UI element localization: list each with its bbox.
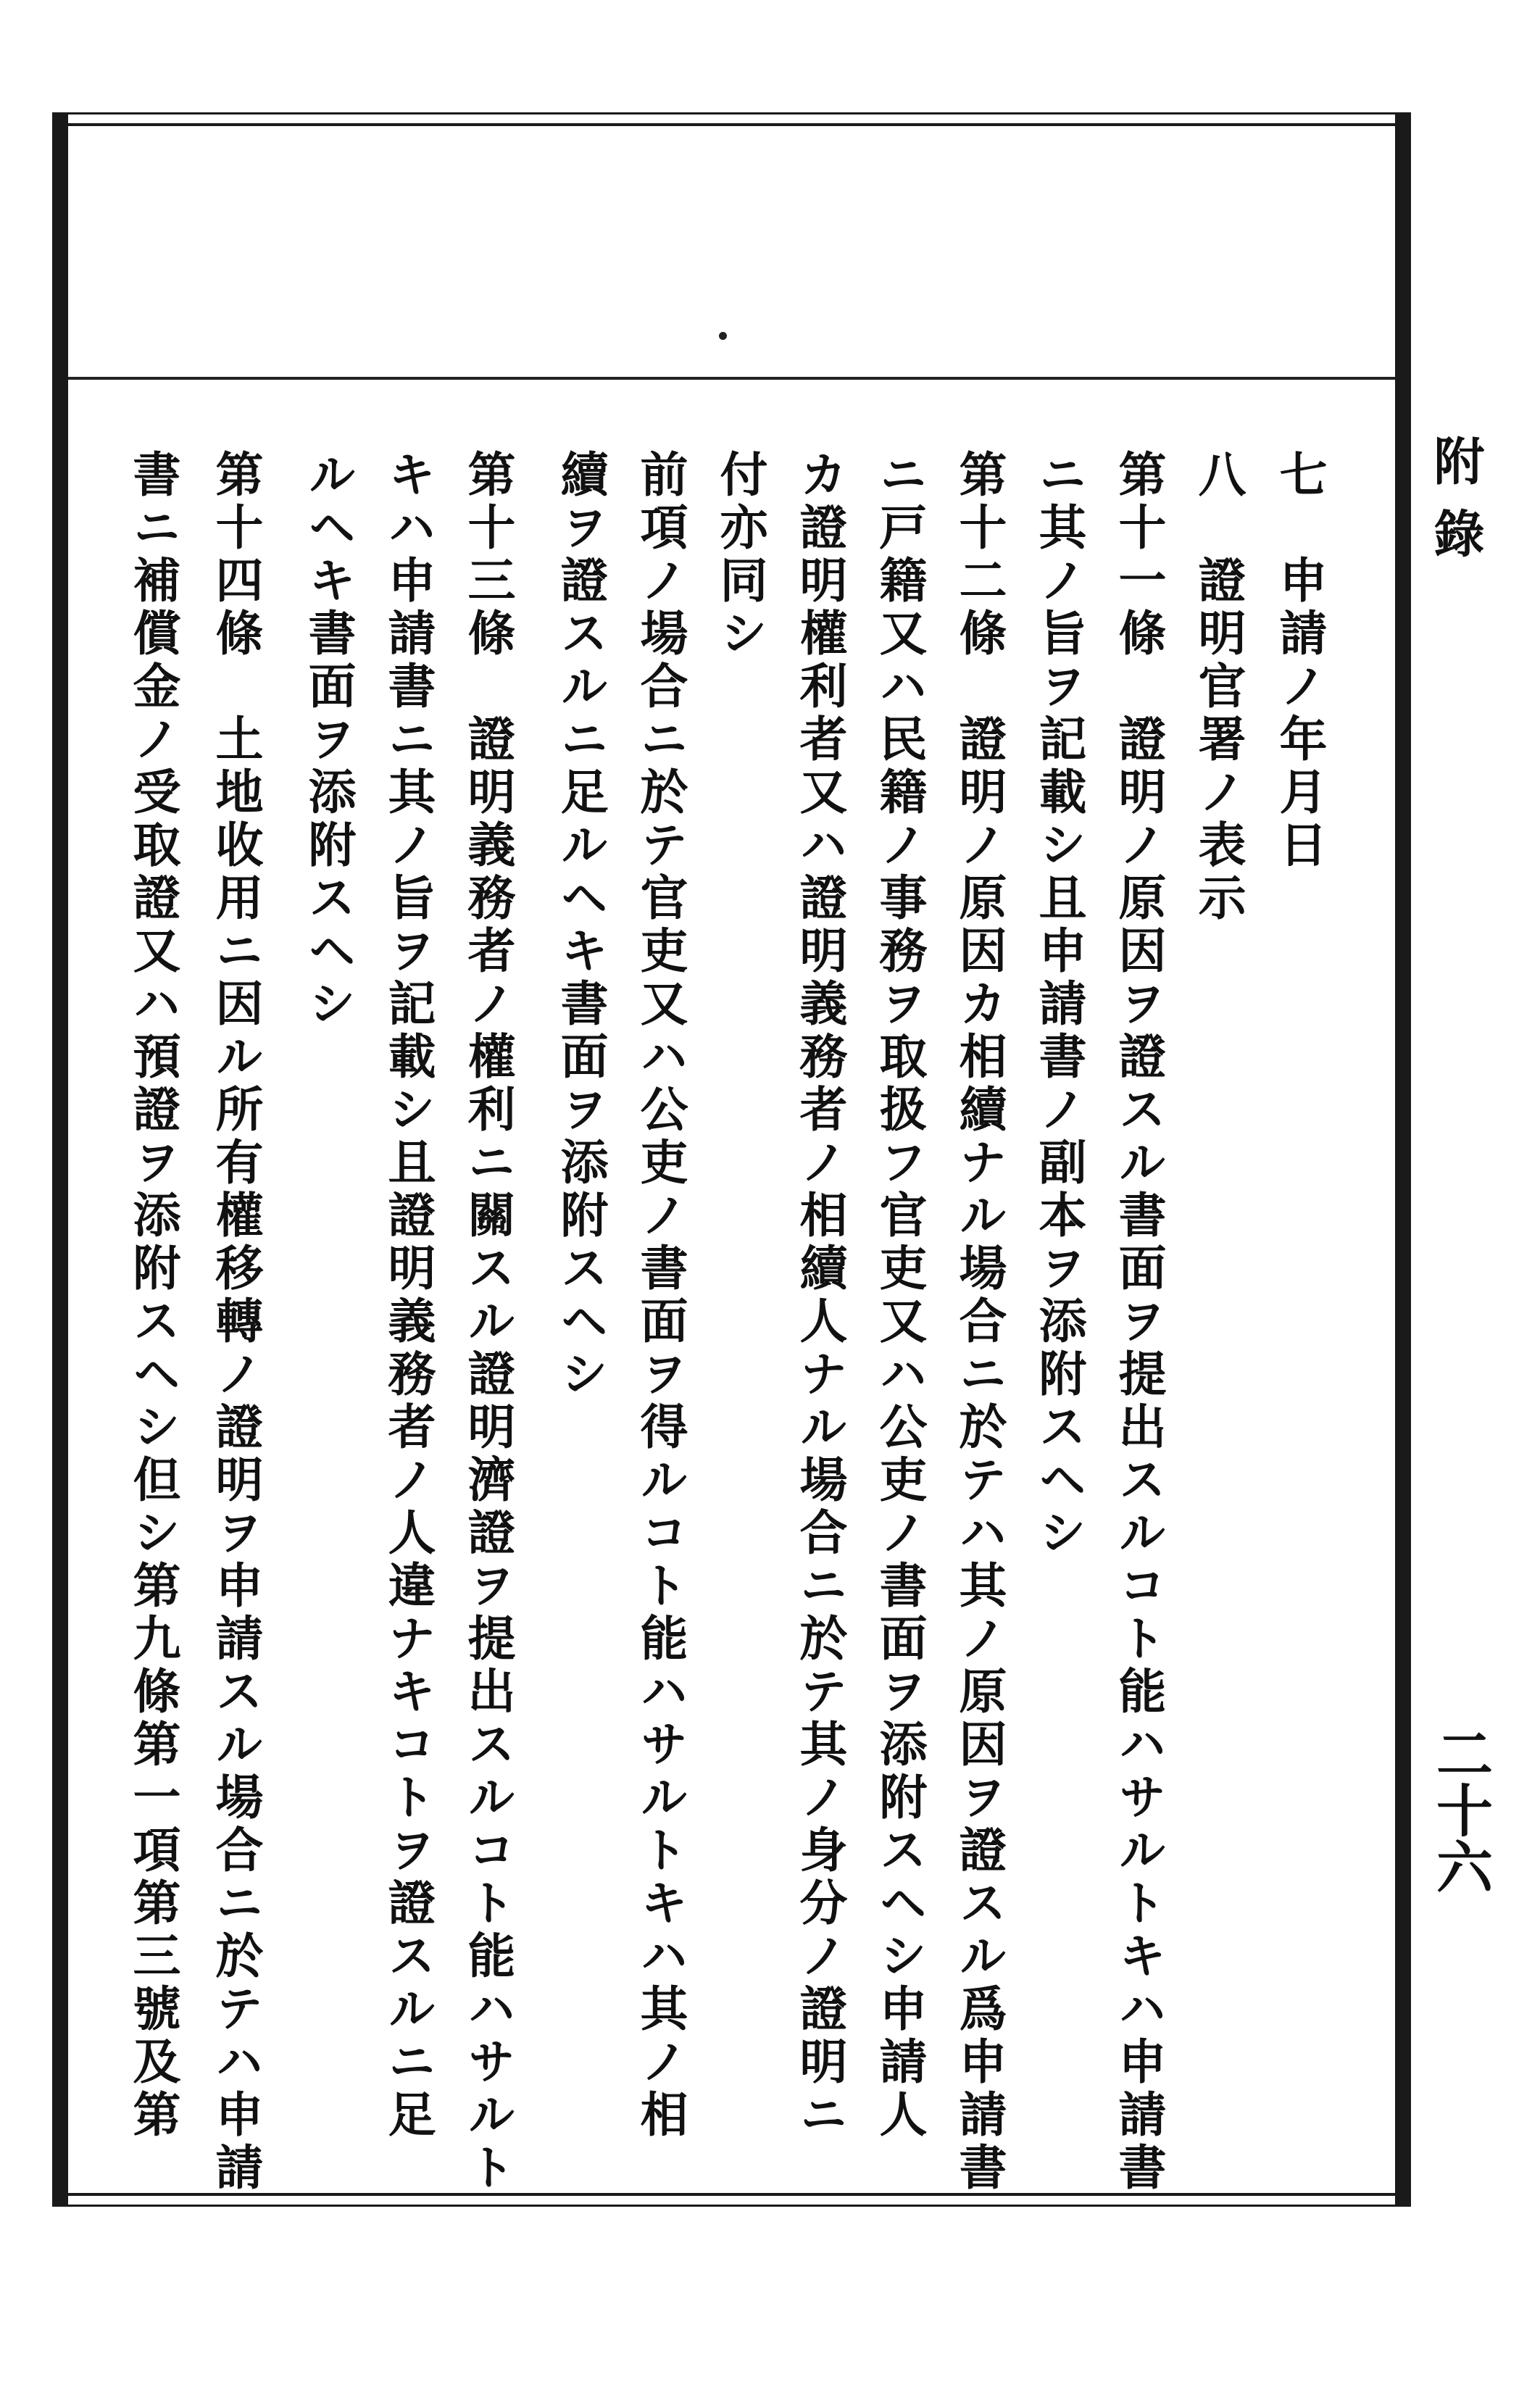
- text-column-15: 書ニ補償金ノ受取證又ハ預證ヲ添附スヘシ但シ第九條第一項第三號及第: [125, 449, 181, 2142]
- frame-left-border: [52, 112, 68, 2207]
- header-rule: [68, 377, 1395, 380]
- text-column-4: ニ其ノ旨ヲ記載シ且申請書ノ副本ヲ添附スヘシ: [1031, 449, 1087, 1560]
- header-dot: [719, 332, 727, 340]
- frame-right-border: [1395, 112, 1411, 2207]
- text-column-10: 續ヲ證スルニ足ルヘキ書面ヲ添附スヘシ: [552, 449, 609, 1402]
- text-column-12: キハ申請書ニ其ノ旨ヲ記載シ且證明義務者ノ人違ナキコトヲ證スルニ足: [380, 449, 436, 2142]
- page-number: 二十六: [1427, 1725, 1493, 1894]
- text-column-3: 第十一條 證明ノ原因ヲ證スル書面ヲ提出スルコト能ハサルトキハ申請書: [1110, 449, 1167, 2195]
- text-column-9: 前項ノ場合ニ於テ官吏又ハ公吏ノ書面ヲ得ルコト能ハサルトキハ其ノ相: [632, 449, 688, 2142]
- text-column-13: ルヘキ書面ヲ添附スヘシ: [300, 449, 357, 1031]
- text-column-1: 七 申請ノ年月日: [1271, 449, 1328, 873]
- section-title: 附錄: [1425, 435, 1486, 580]
- text-column-2: 八 證明官署ノ表示: [1190, 449, 1246, 925]
- text-column-5: 第十二條 證明ノ原因カ相續ナル場合ニ於テハ其ノ原因ヲ證スル爲申請書: [951, 449, 1007, 2195]
- text-column-6: ニ戸籍又ハ民籍ノ事務ヲ取扱フ官吏又ハ公吏ノ書面ヲ添附スヘシ申請人: [871, 449, 928, 2142]
- text-column-14: 第十四條 土地收用ニ因ル所有權移轉ノ證明ヲ申請スル場合ニ於テハ申請: [207, 449, 264, 2195]
- text-column-8: 付亦同シ: [712, 449, 768, 661]
- text-column-11: 第十三條 證明義務者ノ權利ニ關スル證明濟證ヲ提出スルコト能ハサルト: [459, 449, 516, 2195]
- text-column-7: カ證明權利者又ハ證明義務者ノ相續人ナル場合ニ於テ其ノ身分ノ證明ニ: [791, 449, 848, 2142]
